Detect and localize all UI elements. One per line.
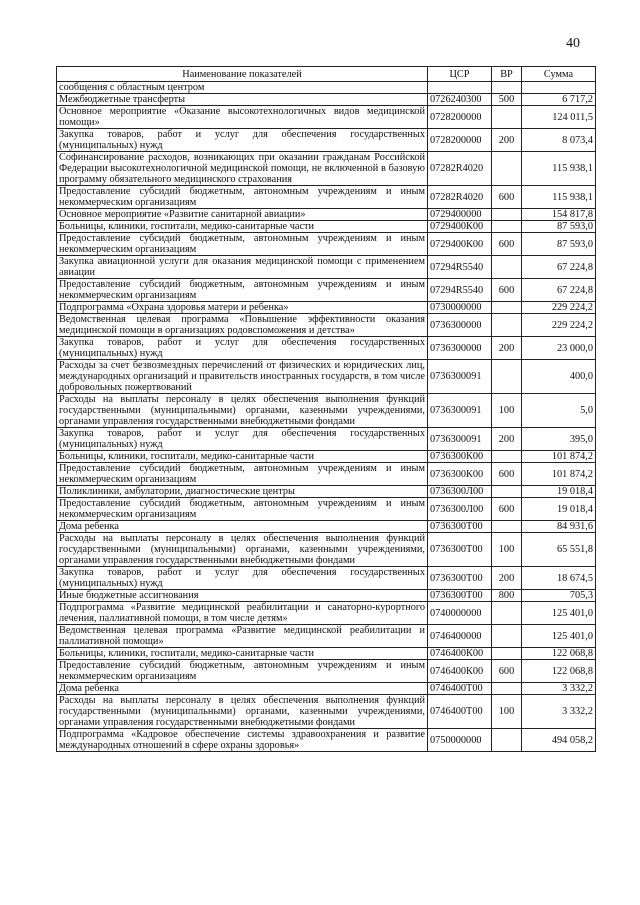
row-sum: 125 401,0 bbox=[522, 625, 596, 648]
row-vr-code bbox=[492, 106, 522, 129]
row-csr-code: 07282R4020 bbox=[428, 186, 492, 209]
row-name: Больницы, клиники, госпитали, медико-санитарные части bbox=[57, 221, 428, 233]
row-csr-code: 0736300К00 bbox=[428, 463, 492, 486]
row-vr-code bbox=[492, 648, 522, 660]
table-row bbox=[57, 233, 596, 256]
row-csr-code: 0736300091 bbox=[428, 360, 492, 394]
row-sum: 18 674,5 bbox=[522, 567, 596, 590]
table-row bbox=[57, 521, 596, 533]
row-sum: 101 874,2 bbox=[522, 463, 596, 486]
row-vr-code bbox=[492, 82, 522, 94]
table-row bbox=[57, 221, 596, 233]
table-row bbox=[57, 279, 596, 302]
table-row bbox=[57, 106, 596, 129]
row-sum: 65 551,8 bbox=[522, 533, 596, 567]
row-csr-code bbox=[428, 82, 492, 94]
row-name: Дома ребенка bbox=[57, 521, 428, 533]
table-row bbox=[57, 602, 596, 625]
row-sum: 84 931,6 bbox=[522, 521, 596, 533]
row-csr-code: 0730000000 bbox=[428, 302, 492, 314]
row-sum: 19 018,4 bbox=[522, 498, 596, 521]
column-header-vr: ВР bbox=[492, 67, 522, 82]
table-row bbox=[57, 314, 596, 337]
table-row bbox=[57, 186, 596, 209]
row-name: Расходы на выплаты персоналу в целях обеспечения выполнения функций государственными (муниципальными) органами, казенными учреждениями, органами управления государственными внебюджетными фондами bbox=[57, 394, 428, 428]
row-vr-code: 100 bbox=[492, 533, 522, 567]
row-name: Подпрограмма «Развитие медицинской реабилитации и санаторно-курортного лечения, паллиативной помощи, в том числе детям» bbox=[57, 602, 428, 625]
row-csr-code: 0746400К00 bbox=[428, 648, 492, 660]
row-sum: 3 332,2 bbox=[522, 695, 596, 729]
row-name: Расходы на выплаты персоналу в целях обеспечения выполнения функций государственными (муниципальными) органами, казенными учреждениями, органами управления государственными внебюджетными фондами bbox=[57, 695, 428, 729]
row-sum: 125 401,0 bbox=[522, 602, 596, 625]
row-csr-code: 0729400К00 bbox=[428, 233, 492, 256]
table-row bbox=[57, 209, 596, 221]
row-vr-code bbox=[492, 209, 522, 221]
row-vr-code: 200 bbox=[492, 337, 522, 360]
row-vr-code: 500 bbox=[492, 94, 522, 106]
row-sum: 67 224,8 bbox=[522, 279, 596, 302]
row-csr-code: 0728200000 bbox=[428, 129, 492, 152]
row-sum: 400,0 bbox=[522, 360, 596, 394]
row-vr-code bbox=[492, 602, 522, 625]
table-row bbox=[57, 533, 596, 567]
table-row bbox=[57, 625, 596, 648]
row-name: Предоставление субсидий бюджетным, автономным учреждениям и иным некоммерческим организациям bbox=[57, 463, 428, 486]
table-row bbox=[57, 360, 596, 394]
row-csr-code: 0736300Л00 bbox=[428, 486, 492, 498]
table-row bbox=[57, 590, 596, 602]
row-vr-code: 100 bbox=[492, 394, 522, 428]
row-sum: 87 593,0 bbox=[522, 233, 596, 256]
column-header-csr: ЦСР bbox=[428, 67, 492, 82]
row-vr-code: 600 bbox=[492, 186, 522, 209]
row-sum: 5,0 bbox=[522, 394, 596, 428]
row-vr-code bbox=[492, 729, 522, 752]
row-vr-code: 600 bbox=[492, 233, 522, 256]
row-name: Поликлиники, амбулатории, диагностические центры bbox=[57, 486, 428, 498]
row-vr-code bbox=[492, 451, 522, 463]
row-name: сообщения с областным центром bbox=[57, 82, 428, 94]
table-row bbox=[57, 428, 596, 451]
row-sum: 705,3 bbox=[522, 590, 596, 602]
row-sum: 19 018,4 bbox=[522, 486, 596, 498]
table-row bbox=[57, 486, 596, 498]
row-csr-code: 0746400000 bbox=[428, 625, 492, 648]
row-csr-code: 0736300Л00 bbox=[428, 498, 492, 521]
row-vr-code: 100 bbox=[492, 695, 522, 729]
row-name: Закупка товаров, работ и услуг для обеспечения государственных (муниципальных) нужд bbox=[57, 567, 428, 590]
table-row bbox=[57, 498, 596, 521]
row-csr-code: 07294R5540 bbox=[428, 279, 492, 302]
row-name: Основное мероприятие «Развитие санитарной авиации» bbox=[57, 209, 428, 221]
row-csr-code: 0736300Т00 bbox=[428, 590, 492, 602]
table-row bbox=[57, 337, 596, 360]
row-name: Расходы на выплаты персоналу в целях обеспечения выполнения функций государственными (муниципальными) органами, казенными учреждениями, органами управления государственными внебюджетными фондами bbox=[57, 533, 428, 567]
table-row bbox=[57, 256, 596, 279]
row-csr-code: 0740000000 bbox=[428, 602, 492, 625]
row-name: Межбюджетные трансферты bbox=[57, 94, 428, 106]
row-name: Предоставление субсидий бюджетным, автономным учреждениям и иным некоммерческим организациям bbox=[57, 186, 428, 209]
row-name: Закупка товаров, работ и услуг для обеспечения государственных (муниципальных) нужд bbox=[57, 337, 428, 360]
table-row bbox=[57, 394, 596, 428]
table-row bbox=[57, 129, 596, 152]
row-name: Закупка авиационной услуги для оказания медицинской помощи с применением авиации bbox=[57, 256, 428, 279]
row-vr-code: 600 bbox=[492, 463, 522, 486]
row-vr-code: 600 bbox=[492, 498, 522, 521]
row-name: Иные бюджетные ассигнования bbox=[57, 590, 428, 602]
row-sum: 229 224,2 bbox=[522, 302, 596, 314]
row-sum: 124 011,5 bbox=[522, 106, 596, 129]
row-csr-code: 0726240300 bbox=[428, 94, 492, 106]
row-csr-code: 0736300Т00 bbox=[428, 521, 492, 533]
row-csr-code: 0729400К00 bbox=[428, 221, 492, 233]
row-vr-code bbox=[492, 486, 522, 498]
row-csr-code: 0728200000 bbox=[428, 106, 492, 129]
row-vr-code bbox=[492, 256, 522, 279]
row-sum: 494 058,2 bbox=[522, 729, 596, 752]
row-name: Закупка товаров, работ и услуг для обеспечения государственных (муниципальных) нужд bbox=[57, 129, 428, 152]
row-csr-code: 0729400000 bbox=[428, 209, 492, 221]
row-csr-code: 0746400Т00 bbox=[428, 683, 492, 695]
row-sum: 115 938,1 bbox=[522, 186, 596, 209]
row-sum: 395,0 bbox=[522, 428, 596, 451]
table-row bbox=[57, 302, 596, 314]
row-vr-code: 600 bbox=[492, 279, 522, 302]
row-csr-code: 0736300Т00 bbox=[428, 567, 492, 590]
row-name: Предоставление субсидий бюджетным, автономным учреждениям и иным некоммерческим организациям bbox=[57, 660, 428, 683]
row-vr-code bbox=[492, 314, 522, 337]
row-sum: 6 717,2 bbox=[522, 94, 596, 106]
column-header-name: Наименование показателей bbox=[57, 67, 428, 82]
row-name: Предоставление субсидий бюджетным, автономным учреждениям и иным некоммерческим организациям bbox=[57, 498, 428, 521]
row-sum: 229 224,2 bbox=[522, 314, 596, 337]
row-vr-code: 200 bbox=[492, 428, 522, 451]
table-row bbox=[57, 152, 596, 186]
row-vr-code: 200 bbox=[492, 567, 522, 590]
row-sum: 3 332,2 bbox=[522, 683, 596, 695]
row-name: Софинансирование расходов, возникающих при оказании гражданам Российской Федерации высокотехнологичной медицинской помощи, не включенной в базовую программу обязательного медицинского страхования bbox=[57, 152, 428, 186]
row-sum: 23 000,0 bbox=[522, 337, 596, 360]
row-name: Предоставление субсидий бюджетным, автономным учреждениям и иным некоммерческим организациям bbox=[57, 279, 428, 302]
row-name: Дома ребенка bbox=[57, 683, 428, 695]
table-row bbox=[57, 729, 596, 752]
row-sum bbox=[522, 82, 596, 94]
row-csr-code: 0746400К00 bbox=[428, 660, 492, 683]
row-csr-code: 0736300091 bbox=[428, 428, 492, 451]
table-row bbox=[57, 648, 596, 660]
row-csr-code: 07282R4020 bbox=[428, 152, 492, 186]
row-name: Больницы, клиники, госпитали, медико-санитарные части bbox=[57, 648, 428, 660]
row-name: Подпрограмма «Охрана здоровья матери и ребенка» bbox=[57, 302, 428, 314]
row-sum: 87 593,0 bbox=[522, 221, 596, 233]
row-csr-code: 0736300091 bbox=[428, 394, 492, 428]
row-vr-code bbox=[492, 625, 522, 648]
row-vr-code bbox=[492, 152, 522, 186]
row-vr-code bbox=[492, 221, 522, 233]
row-vr-code bbox=[492, 683, 522, 695]
row-sum: 101 874,2 bbox=[522, 451, 596, 463]
table-row bbox=[57, 463, 596, 486]
page-number: 40 bbox=[566, 36, 580, 51]
row-vr-code: 600 bbox=[492, 660, 522, 683]
row-name: Основное мероприятие «Оказание высокотехнологичных видов медицинской помощи» bbox=[57, 106, 428, 129]
table-row bbox=[57, 567, 596, 590]
row-csr-code: 07294R5540 bbox=[428, 256, 492, 279]
table-row bbox=[57, 82, 596, 94]
row-vr-code bbox=[492, 360, 522, 394]
row-sum: 8 073,4 bbox=[522, 129, 596, 152]
budget-table bbox=[56, 66, 596, 752]
row-csr-code: 0736300000 bbox=[428, 337, 492, 360]
row-name: Закупка товаров, работ и услуг для обеспечения государственных (муниципальных) нужд bbox=[57, 428, 428, 451]
row-csr-code: 0736300К00 bbox=[428, 451, 492, 463]
row-sum: 122 068,8 bbox=[522, 660, 596, 683]
row-csr-code: 0736300000 bbox=[428, 314, 492, 337]
row-vr-code: 200 bbox=[492, 129, 522, 152]
row-vr-code bbox=[492, 521, 522, 533]
row-csr-code: 0746400Т00 bbox=[428, 695, 492, 729]
row-vr-code bbox=[492, 302, 522, 314]
row-name: Подпрограмма «Кадровое обеспечение системы здравоохранения и развитие международных отношений в сфере охраны здоровья» bbox=[57, 729, 428, 752]
row-sum: 154 817,8 bbox=[522, 209, 596, 221]
row-csr-code: 0736300Т00 bbox=[428, 533, 492, 567]
row-name: Предоставление субсидий бюджетным, автономным учреждениям и иным некоммерческим организациям bbox=[57, 233, 428, 256]
table-header-row bbox=[57, 67, 596, 82]
row-sum: 122 068,8 bbox=[522, 648, 596, 660]
column-header-sum: Сумма bbox=[522, 67, 596, 82]
row-csr-code: 0750000000 bbox=[428, 729, 492, 752]
table-row bbox=[57, 451, 596, 463]
row-name: Ведомственная целевая программа «Развитие медицинской реабилитации и паллиативной помощи» bbox=[57, 625, 428, 648]
row-sum: 115 938,1 bbox=[522, 152, 596, 186]
row-vr-code: 800 bbox=[492, 590, 522, 602]
row-name: Больницы, клиники, госпитали, медико-санитарные части bbox=[57, 451, 428, 463]
row-name: Ведомственная целевая программа «Повышение эффективности оказания медицинской помощи в организациях родовспоможения и детства» bbox=[57, 314, 428, 337]
table-row bbox=[57, 695, 596, 729]
row-name: Расходы за счет безвозмездных перечислений от физических и юридических лиц, международных организаций и правительств иностранных государств, в том числе добровольных пожертвований bbox=[57, 360, 428, 394]
row-sum: 67 224,8 bbox=[522, 256, 596, 279]
table-row bbox=[57, 94, 596, 106]
table-row bbox=[57, 660, 596, 683]
table-row bbox=[57, 683, 596, 695]
